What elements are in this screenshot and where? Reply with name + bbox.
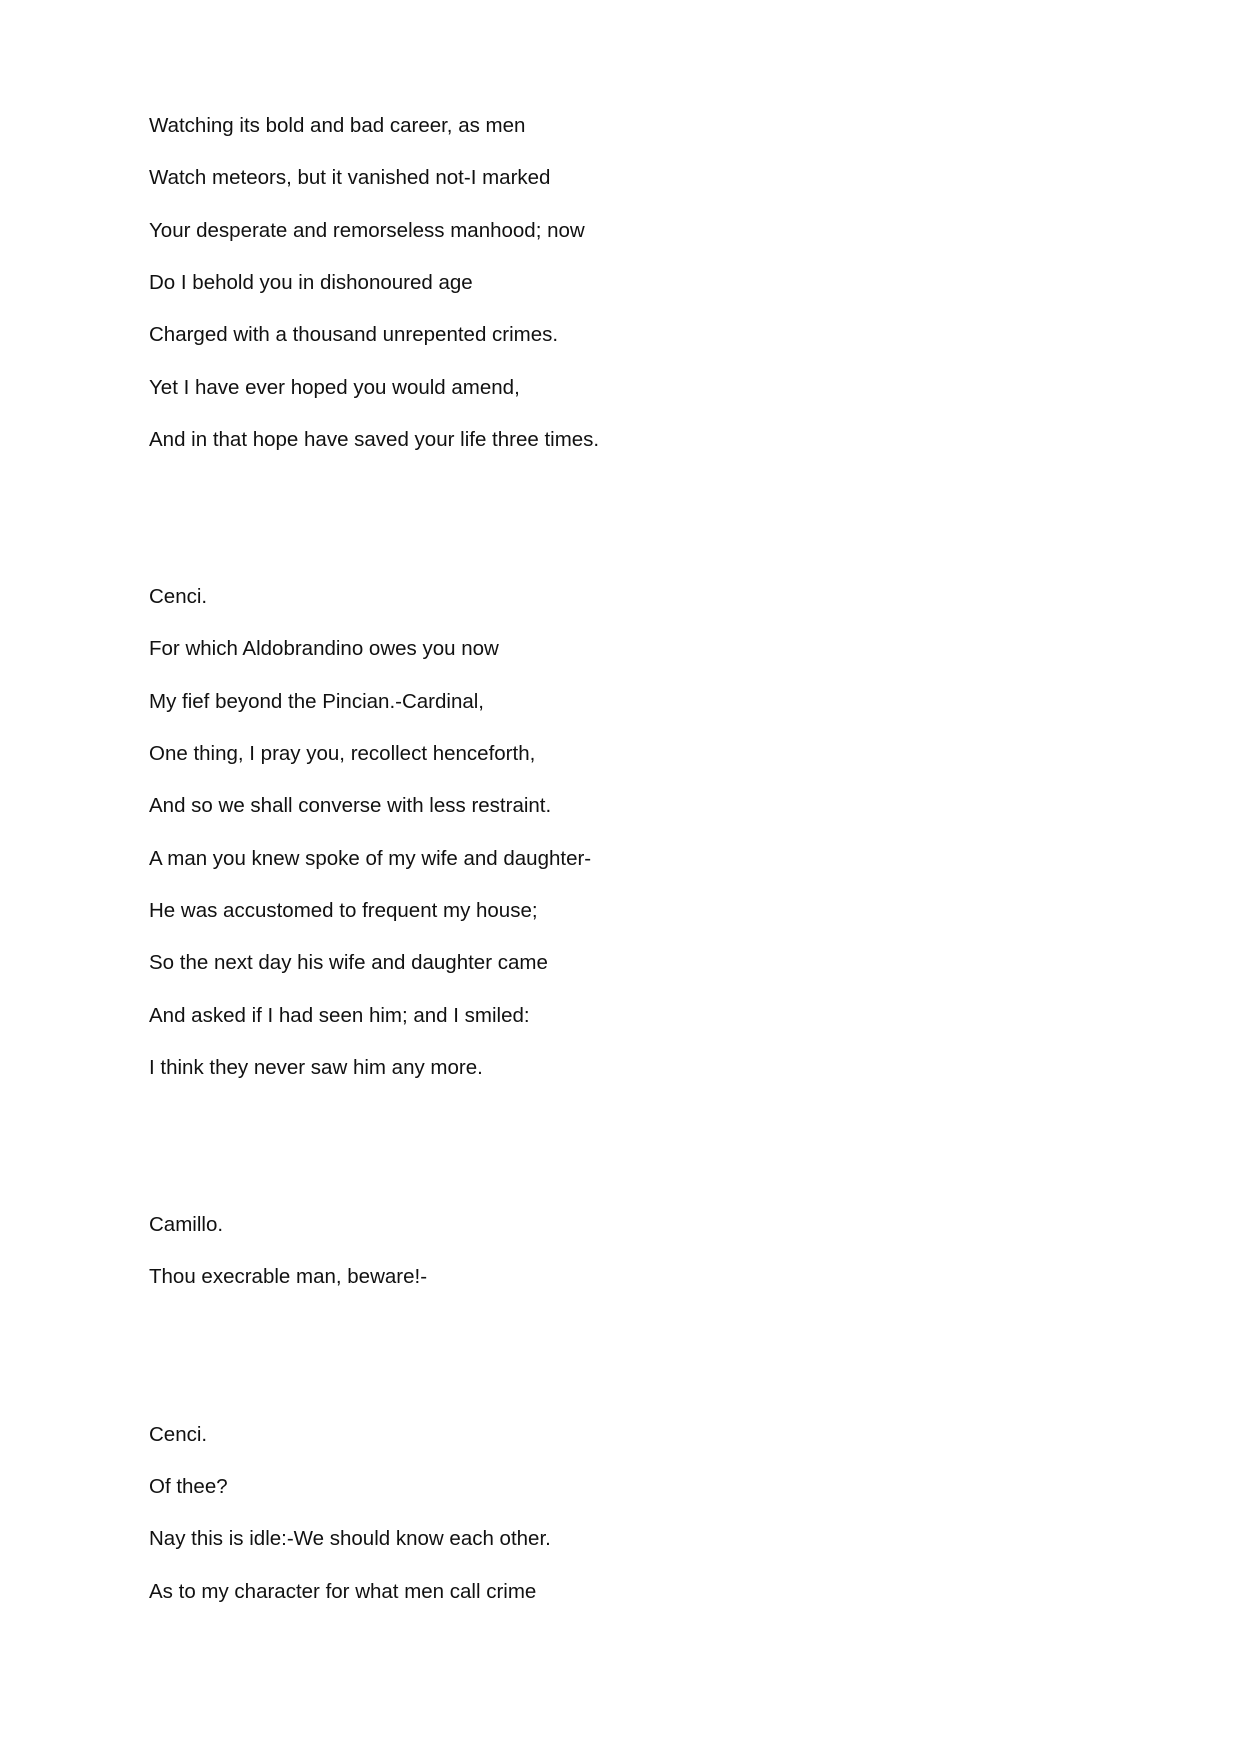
verse-line: And asked if I had seen him; and I smiled:	[149, 1004, 530, 1027]
verse-line: Do I behold you in dishonoured age	[149, 271, 473, 294]
speaker-name: Camillo.	[149, 1213, 224, 1236]
verse-line: A man you knew spoke of my wife and daughter-	[149, 847, 592, 870]
verse-line: So the next day his wife and daughter came	[149, 951, 548, 974]
verse-line: Of thee?	[149, 1475, 228, 1498]
verse-line: Your desperate and remorseless manhood; now	[149, 219, 585, 242]
verse-line: And so we shall converse with less restraint.	[149, 794, 552, 817]
verse-line: Watching its bold and bad career, as men	[149, 114, 526, 137]
verse-line: Charged with a thousand unrepented crimes.	[149, 323, 559, 346]
verse-line: He was accustomed to frequent my house;	[149, 899, 538, 922]
verse-line: I think they never saw him any more.	[149, 1056, 483, 1079]
verse-line: Yet I have ever hoped you would amend,	[149, 376, 520, 399]
verse-line: And in that hope have saved your life three times.	[149, 428, 600, 451]
verse-line: My fief beyond the Pincian.-Cardinal,	[149, 690, 485, 713]
speaker-name: Cenci.	[149, 585, 208, 608]
speaker-name: Cenci.	[149, 1423, 208, 1446]
verse-line: As to my character for what men call crime	[149, 1580, 537, 1603]
verse-line: For which Aldobrandino owes you now	[149, 637, 499, 660]
verse-line: Nay this is idle:-We should know each other.	[149, 1527, 551, 1550]
verse-line: Watch meteors, but it vanished not-I marked	[149, 166, 551, 189]
verse-line: One thing, I pray you, recollect henceforth,	[149, 742, 536, 765]
verse-line: Thou execrable man, beware!-	[149, 1265, 428, 1288]
